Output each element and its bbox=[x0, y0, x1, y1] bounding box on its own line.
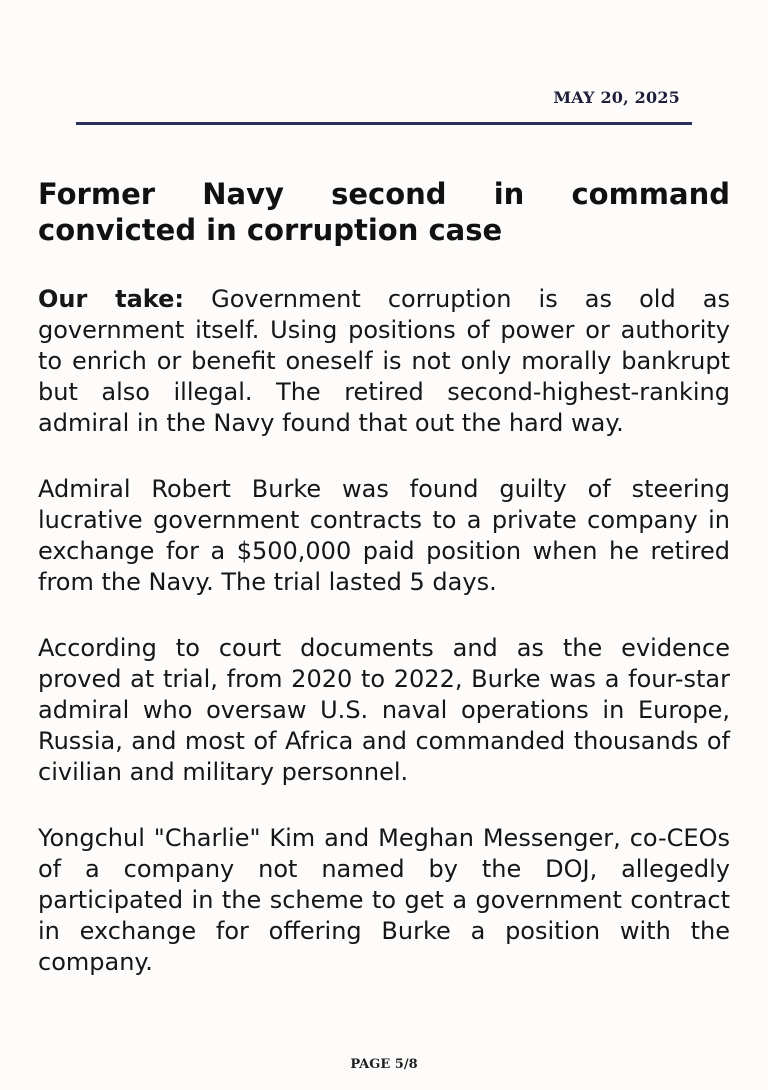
paragraph-background: According to court documents and as the evidence proved at trial, from 2020 to 2022, Burke was a four-star admiral who oversaw U.S. naval operations in Europe, Russia, and most of Africa and commanded thousands of civilian and military personnel. bbox=[38, 634, 730, 786]
paragraph-verdict: Admiral Robert Burke was found guilty of steering lucrative government contracts to a private company in exchange for a $500,000 paid position when he retired from the Navy. The trial lasted 5 days. bbox=[38, 475, 730, 596]
header-divider bbox=[76, 122, 692, 125]
paragraph-co-ceos: Yongchul "Charlie" Kim and Meghan Messenger, co-CEOs of a company not named by the DOJ, allegedly participated in the scheme to get a government contract in exchange for offering Burke a position with the company. bbox=[38, 824, 730, 976]
lead-text: Government corruption is as old as government itself. Using positions of power or authority to enrich or benefit oneself is not only morally bankrupt but also illegal. The retired second-highest-ranking admiral in the Navy found that out the hard way. bbox=[38, 285, 730, 437]
lead-label: Our take: bbox=[38, 285, 184, 313]
date-label: MAY 20, 2025 bbox=[553, 88, 680, 107]
page-number: PAGE 5/8 bbox=[350, 1057, 418, 1072]
lead-paragraph bbox=[38, 284, 730, 439]
article-body bbox=[38, 176, 730, 1013]
article-headline: Former Navy second in command convicted in corruption case bbox=[38, 177, 730, 247]
